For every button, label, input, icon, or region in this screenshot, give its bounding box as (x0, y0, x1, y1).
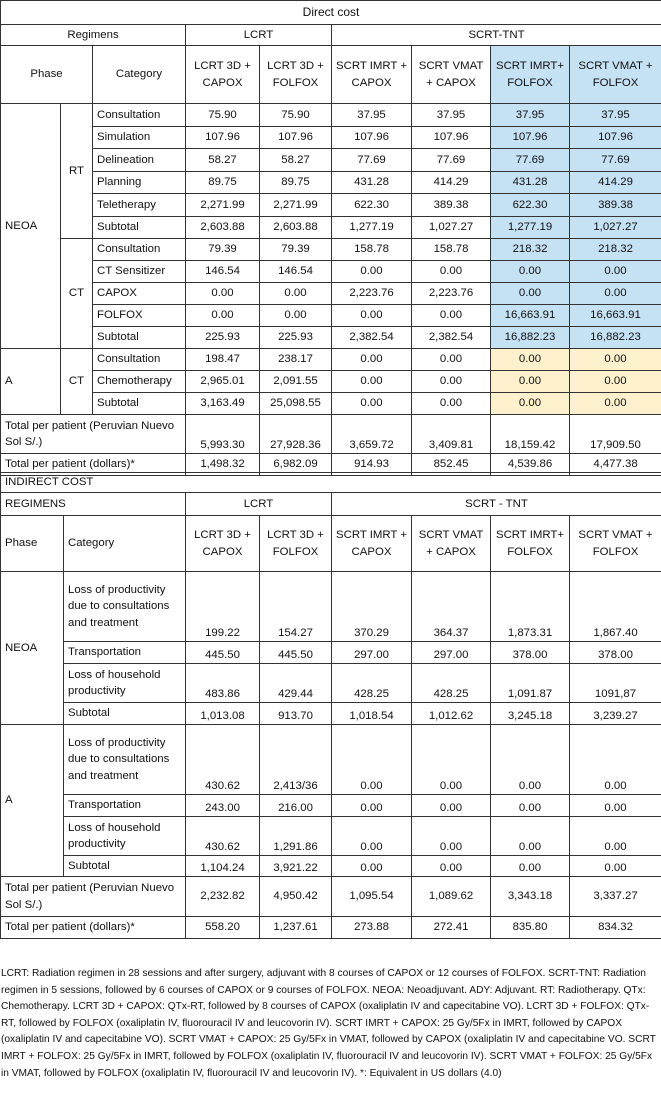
value-cell: 0.00 (491, 371, 570, 393)
table-row (1, 371, 661, 393)
total-value: 18,159.42 (491, 415, 570, 454)
column-header: LCRT 3D + CAPOX (186, 46, 260, 104)
value-cell: 414.29 (412, 172, 491, 194)
total-value: 852.45 (412, 454, 491, 476)
category-cell: Loss of productivity due to consultations and treatment (64, 572, 186, 642)
value-cell: 0.00 (570, 856, 661, 877)
value-cell: 429.44 (260, 664, 332, 703)
value-cell: 0.00 (491, 725, 570, 795)
value-cell: 146.54 (260, 261, 332, 283)
subgroup-label: CT (61, 239, 93, 349)
category-cell: CT Sensitizer (93, 261, 186, 283)
column-header: SCRT IMRT+ FOLFOX (491, 46, 570, 104)
value-cell: 0.00 (332, 393, 412, 415)
phase-header: Phase (1, 46, 93, 104)
table-row (1, 327, 661, 349)
value-cell: 1,013.08 (186, 703, 260, 725)
value-cell: 913.70 (260, 703, 332, 725)
value-cell: 0.00 (332, 261, 412, 283)
value-cell: 0.00 (332, 817, 412, 856)
value-cell: 107.96 (412, 127, 491, 149)
value-cell: 2,223.76 (332, 283, 412, 305)
value-cell: 2,603.88 (260, 217, 332, 239)
value-cell: 622.30 (491, 194, 570, 217)
value-cell: 389.38 (412, 194, 491, 217)
value-cell: 37.95 (491, 104, 570, 127)
column-header: SCRT VMAT + FOLFOX (570, 516, 661, 572)
total-value: 27,928.36 (260, 415, 332, 454)
value-cell: 428.25 (412, 664, 491, 703)
value-cell: 1,291.86 (260, 817, 332, 856)
value-cell: 445.50 (186, 642, 260, 664)
value-cell: 0.00 (570, 817, 661, 856)
lcrt-group-header: LCRT (186, 493, 332, 516)
value-cell: 2,965.01 (186, 371, 260, 393)
value-cell: 37.95 (412, 104, 491, 127)
total-value: 273.88 (332, 917, 412, 939)
total-value: 834.32 (570, 917, 661, 939)
value-cell: 0.00 (491, 283, 570, 305)
direct-cost-table (0, 0, 661, 476)
value-cell: 0.00 (332, 305, 412, 327)
category-cell: Chemotherapy (93, 371, 186, 393)
value-cell: 0.00 (412, 349, 491, 371)
value-cell: 89.75 (260, 172, 332, 194)
regimens-header: Regimens (1, 25, 186, 46)
value-cell: 3,239.27 (570, 703, 661, 725)
value-cell: 16,663.91 (491, 305, 570, 327)
category-cell: Loss of productivity due to consultations and treatment (64, 725, 186, 795)
total-value: 4,950.42 (260, 877, 332, 917)
category-cell: Consultation (93, 239, 186, 261)
value-cell: 1,027.27 (412, 217, 491, 239)
table-row (1, 349, 661, 371)
total-value: 1,089.62 (412, 877, 491, 917)
total-value: 3,659.72 (332, 415, 412, 454)
category-cell: Planning (93, 172, 186, 194)
phase-label: NEOA (1, 104, 61, 349)
value-cell: 58.27 (186, 149, 260, 172)
value-cell: 0.00 (412, 817, 491, 856)
total-label: Total per patient (dollars)* (1, 454, 186, 476)
total-value: 558.20 (186, 917, 260, 939)
total-value: 1,498.32 (186, 454, 260, 476)
value-cell: 0.00 (412, 261, 491, 283)
category-header: Category (93, 46, 186, 104)
value-cell: 0.00 (491, 393, 570, 415)
value-cell: 2,223.76 (412, 283, 491, 305)
value-cell: 414.29 (570, 172, 661, 194)
table-row (1, 172, 661, 194)
value-cell: 154.27 (260, 572, 332, 642)
value-cell: 16,882.23 (491, 327, 570, 349)
category-cell: FOLFOX (93, 305, 186, 327)
value-cell: 2,271.99 (186, 194, 260, 217)
value-cell: 107.96 (260, 127, 332, 149)
value-cell: 0.00 (412, 393, 491, 415)
table-row (1, 217, 661, 239)
value-cell: 445.50 (260, 642, 332, 664)
value-cell: 16,663.91 (570, 305, 661, 327)
value-cell: 0.00 (570, 261, 661, 283)
value-cell: 0.00 (332, 371, 412, 393)
value-cell: 0.00 (412, 856, 491, 877)
table-row (1, 817, 661, 856)
value-cell: 77.69 (491, 149, 570, 172)
table-row (1, 149, 661, 172)
category-cell: Loss of household productivity (64, 664, 186, 703)
value-cell: 1,873.31 (491, 572, 570, 642)
value-cell: 0.00 (332, 725, 412, 795)
value-cell: 0.00 (260, 283, 332, 305)
value-cell: 431.28 (491, 172, 570, 194)
value-cell: 1,867.40 (570, 572, 661, 642)
value-cell: 89.75 (186, 172, 260, 194)
value-cell: 389.38 (570, 194, 661, 217)
value-cell: 0.00 (412, 725, 491, 795)
value-cell: 0.00 (491, 795, 570, 817)
column-header: LCRT 3D + FOLFOX (260, 516, 332, 572)
category-cell: Subtotal (93, 327, 186, 349)
value-cell: 216.00 (260, 795, 332, 817)
value-cell: 0.00 (186, 305, 260, 327)
phase-label: NEOA (1, 572, 64, 725)
category-cell: Transportation (64, 642, 186, 664)
value-cell: 297.00 (332, 642, 412, 664)
value-cell: 428.25 (332, 664, 412, 703)
phase-label: A (1, 349, 61, 415)
value-cell: 1,012.62 (412, 703, 491, 725)
value-cell: 37.95 (332, 104, 412, 127)
table-row (1, 856, 661, 877)
value-cell: 77.69 (412, 149, 491, 172)
value-cell: 218.32 (570, 239, 661, 261)
column-header: SCRT IMRT + CAPOX (332, 46, 412, 104)
value-cell: 218.32 (491, 239, 570, 261)
value-cell: 158.78 (332, 239, 412, 261)
value-cell: 0.00 (412, 371, 491, 393)
category-cell: Consultation (93, 349, 186, 371)
table-row (1, 194, 661, 217)
value-cell: 378.00 (570, 642, 661, 664)
value-cell: 1,277.19 (332, 217, 412, 239)
category-cell: Simulation (93, 127, 186, 149)
total-value: 4,539.86 (491, 454, 570, 476)
value-cell: 0.00 (491, 817, 570, 856)
table-row (1, 642, 661, 664)
scrt-group-header: SCRT - TNT (332, 493, 661, 516)
total-row-sol (1, 877, 661, 917)
phase-label: A (1, 725, 64, 877)
value-cell: 297.00 (412, 642, 491, 664)
value-cell: 0.00 (491, 349, 570, 371)
total-row-usd (1, 917, 661, 939)
value-cell: 370.29 (332, 572, 412, 642)
value-cell: 622.30 (332, 194, 412, 217)
table-row (1, 104, 661, 127)
value-cell: 2,271.99 (260, 194, 332, 217)
indirect-cost-table (0, 472, 661, 939)
category-cell: CAPOX (93, 283, 186, 305)
table-row (1, 795, 661, 817)
value-cell: 0.00 (570, 349, 661, 371)
total-value: 914.93 (332, 454, 412, 476)
category-cell: Subtotal (93, 393, 186, 415)
category-cell: Transportation (64, 795, 186, 817)
value-cell: 58.27 (260, 149, 332, 172)
value-cell: 0.00 (332, 349, 412, 371)
value-cell: 198.47 (186, 349, 260, 371)
total-label: Total per patient (Peruvian Nuevo Sol S/.) (1, 877, 186, 917)
total-value: 3,343.18 (491, 877, 570, 917)
value-cell: 16,882.23 (570, 327, 661, 349)
category-header: Category (64, 516, 186, 572)
value-cell: 3,245.18 (491, 703, 570, 725)
value-cell: 0.00 (570, 283, 661, 305)
category-cell: Loss of household productivity (64, 817, 186, 856)
total-value: 17,909.50 (570, 415, 661, 454)
column-header: SCRT VMAT + CAPOX (412, 516, 491, 572)
value-cell: 75.90 (260, 104, 332, 127)
value-cell: 2,091.55 (260, 371, 332, 393)
value-cell: 107.96 (570, 127, 661, 149)
value-cell: 0.00 (570, 795, 661, 817)
value-cell: 107.96 (332, 127, 412, 149)
table-row (1, 725, 661, 795)
total-value: 5,993.30 (186, 415, 260, 454)
column-header: SCRT VMAT + FOLFOX (570, 46, 661, 104)
value-cell: 37.95 (570, 104, 661, 127)
value-cell: 364.37 (412, 572, 491, 642)
total-value: 6,982.09 (260, 454, 332, 476)
value-cell: 77.69 (570, 149, 661, 172)
value-cell: 0.00 (332, 856, 412, 877)
table-row (1, 572, 661, 642)
value-cell: 0.00 (332, 795, 412, 817)
column-header: LCRT 3D + FOLFOX (260, 46, 332, 104)
value-cell: 483.86 (186, 664, 260, 703)
column-header: LCRT 3D + CAPOX (186, 516, 260, 572)
table-row (1, 305, 661, 327)
value-cell: 107.96 (491, 127, 570, 149)
table-row (1, 664, 661, 703)
value-cell: 1,091.87 (491, 664, 570, 703)
subgroup-label: RT (61, 104, 93, 239)
value-cell: 0.00 (260, 305, 332, 327)
total-row-sol (1, 415, 661, 454)
regimens-header: REGIMENS (1, 493, 186, 516)
table-footnote: LCRT: Radiation regimen in 28 sessions and after surgery, adjuvant with 8 courses of CAPOX or 12 courses of FOLFOX. SCRT-TNT: Radiation regimen in 5 sessions, followed by 6 courses of CAPOX or 9 courses of FOLFOX. NEOA: Neoadjuvant. ADY: Adjuvant. RT: Radiotherapy. QTx: Chemotherapy. LCRT 3D + CAPOX: QTx-RT, followed by 8 courses of CAPOX (oxaliplatin IV and capecitabine VO). LCRT 3D + FOLFOX: QTx-RT, followed by FOLFOX (oxaliplatin IV, fluorouracil IV and leucovorin IV). SCRT IMRT + CAPOX: 25 Gy/5Fx in IMRT, followed by CAPOX (oxaliplatin IV and capecitabine VO). SCRT VMAT + CAPOX: 25 Gy/5Fx in VMAT, followed by CAPOX (oxaliplatin IV and capecitabine VO. SCRT IMRT + FOLFOX: 25 Gy/5Fx in IMRT, followed by FOLFOX (oxaliplatin IV, fluorouracil IV and leucovorin IV). SCRT VMAT + FOLFOX: 25 Gy/5Fx in VMAT, followed by FOLFOX (oxaliplatin IV, fluorouracil IV and leucovorin IV). *: Equivalent in US dollars (4.0) (1, 968, 656, 1079)
phase-header: Phase (1, 516, 64, 572)
category-cell: Consultation (93, 104, 186, 127)
value-cell: 0.00 (491, 856, 570, 877)
scrt-group-header: SCRT-TNT (332, 25, 661, 46)
value-cell: 1,027.27 (570, 217, 661, 239)
value-cell: 158.78 (412, 239, 491, 261)
value-cell: 25,098.55 (260, 393, 332, 415)
value-cell: 430.62 (186, 817, 260, 856)
value-cell: 1,018.54 (332, 703, 412, 725)
indirect-cost-body (1, 572, 661, 939)
table-row (1, 127, 661, 149)
category-cell: Subtotal (93, 217, 186, 239)
total-value: 3,337.27 (570, 877, 661, 917)
value-cell: 0.00 (412, 305, 491, 327)
table-row (1, 703, 661, 725)
value-cell: 2,382.54 (412, 327, 491, 349)
value-cell: 430.62 (186, 725, 260, 795)
value-cell: 199.22 (186, 572, 260, 642)
value-cell: 431.28 (332, 172, 412, 194)
column-header: SCRT VMAT + CAPOX (412, 46, 491, 104)
subgroup-label: CT (61, 349, 93, 415)
column-header: SCRT IMRT + CAPOX (332, 516, 412, 572)
total-value: 2,232.82 (186, 877, 260, 917)
lcrt-group-header: LCRT (186, 25, 332, 46)
value-cell: 225.93 (260, 327, 332, 349)
value-cell: 3,163.49 (186, 393, 260, 415)
value-cell: 0.00 (412, 795, 491, 817)
total-value: 4,477.38 (570, 454, 661, 476)
total-value: 1,237.61 (260, 917, 332, 939)
value-cell: 243.00 (186, 795, 260, 817)
value-cell: 79.39 (186, 239, 260, 261)
table-row (1, 283, 661, 305)
value-cell: 1,277.19 (491, 217, 570, 239)
category-cell: Delineation (93, 149, 186, 172)
table-row (1, 239, 661, 261)
total-label: Total per patient (dollars)* (1, 917, 186, 939)
value-cell: 2,413/36 (260, 725, 332, 795)
direct-cost-title: Direct cost (1, 1, 661, 25)
total-label: Total per patient (Peruvian Nuevo Sol S/.) (1, 415, 186, 454)
value-cell: 0.00 (570, 393, 661, 415)
value-cell: 0.00 (186, 283, 260, 305)
value-cell: 0.00 (570, 371, 661, 393)
category-cell: Subtotal (64, 703, 186, 725)
value-cell: 2,382.54 (332, 327, 412, 349)
value-cell: 238.17 (260, 349, 332, 371)
indirect-cost-title: INDIRECT COST (1, 473, 661, 493)
value-cell: 225.93 (186, 327, 260, 349)
value-cell: 75.90 (186, 104, 260, 127)
total-value: 272.41 (412, 917, 491, 939)
value-cell: 2,603.88 (186, 217, 260, 239)
total-value: 1,095.54 (332, 877, 412, 917)
total-value: 835.80 (491, 917, 570, 939)
table-row (1, 261, 661, 283)
value-cell: 146.54 (186, 261, 260, 283)
value-cell: 0.00 (491, 261, 570, 283)
value-cell: 0.00 (570, 725, 661, 795)
value-cell: 77.69 (332, 149, 412, 172)
column-header: SCRT IMRT+ FOLFOX (491, 516, 570, 572)
value-cell: 107.96 (186, 127, 260, 149)
value-cell: 3,921.22 (260, 856, 332, 877)
value-cell: 79.39 (260, 239, 332, 261)
value-cell: 378.00 (491, 642, 570, 664)
direct-cost-body (1, 104, 661, 476)
value-cell: 1,104.24 (186, 856, 260, 877)
value-cell: 1091,87 (570, 664, 661, 703)
category-cell: Subtotal (64, 856, 186, 877)
category-cell: Teletherapy (93, 194, 186, 217)
total-value: 3,409.81 (412, 415, 491, 454)
table-row (1, 393, 661, 415)
